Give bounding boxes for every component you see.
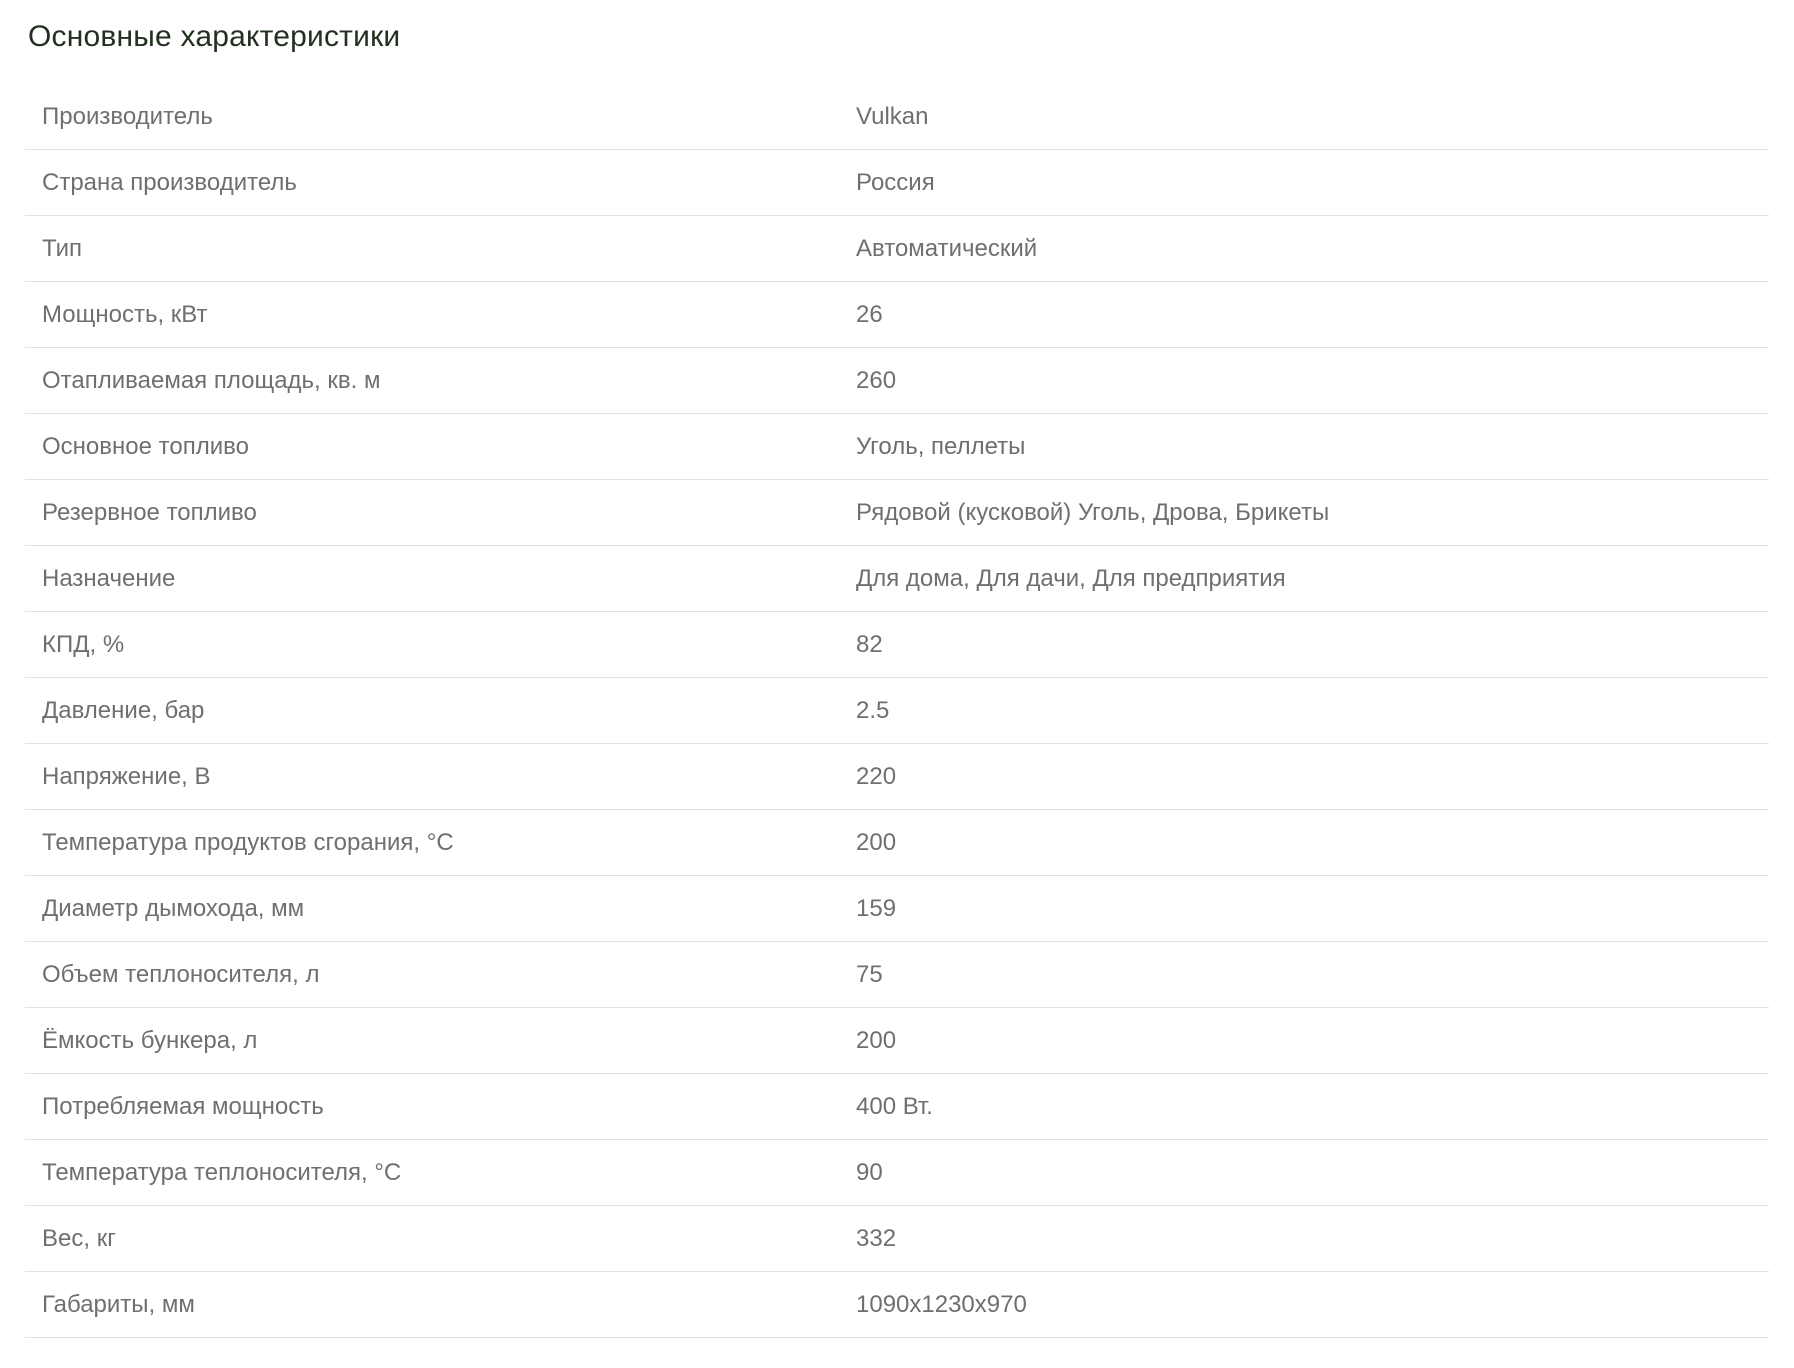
spec-value: 332 — [856, 1224, 897, 1252]
table-row — [25, 942, 1769, 1008]
spec-value: 159 — [856, 894, 897, 922]
spec-value: 2.5 — [856, 696, 890, 724]
spec-value: 75 — [856, 960, 883, 988]
spec-label: Температура продуктов сгорания, °С — [42, 828, 454, 856]
table-row — [25, 810, 1769, 876]
spec-value: 1090х1230х970 — [856, 1290, 1027, 1318]
table-row — [25, 216, 1769, 282]
spec-label: Напряжение, В — [42, 762, 211, 790]
table-row — [25, 678, 1769, 744]
table-row — [25, 1206, 1769, 1272]
spec-value: Автоматический — [856, 234, 1038, 262]
spec-value: 260 — [856, 366, 897, 394]
spec-label: Диаметр дымохода, мм — [42, 894, 305, 922]
table-row — [25, 546, 1769, 612]
spec-value: 220 — [856, 762, 897, 790]
page-title: Основные характеристики — [28, 20, 401, 53]
spec-value: Уголь, пеллеты — [856, 432, 1026, 460]
spec-label: КПД, % — [42, 630, 125, 658]
spec-label: Производитель — [42, 102, 213, 130]
spec-label: Габариты, мм — [42, 1290, 195, 1318]
table-row — [25, 744, 1769, 810]
table-row — [25, 1074, 1769, 1140]
table-row — [25, 480, 1769, 546]
spec-value: Vulkan — [856, 102, 929, 130]
spec-label: Давление, бар — [42, 696, 205, 724]
table-row — [25, 348, 1769, 414]
spec-value: 82 — [856, 630, 883, 658]
spec-value: Россия — [856, 168, 935, 196]
spec-value: 90 — [856, 1158, 883, 1186]
specs-table — [25, 84, 1769, 1338]
table-row — [25, 1008, 1769, 1074]
spec-label: Резервное топливо — [42, 498, 257, 526]
spec-label: Ёмкость бункера, л — [42, 1026, 258, 1054]
table-row — [25, 1140, 1769, 1206]
spec-label: Основное топливо — [42, 432, 249, 460]
table-row — [25, 1272, 1769, 1338]
spec-label: Вес, кг — [42, 1224, 116, 1252]
spec-label: Температура теплоносителя, °С — [42, 1158, 402, 1186]
spec-value: Рядовой (кусковой) Уголь, Дрова, Брикеты — [856, 498, 1330, 526]
spec-value: 200 — [856, 1026, 897, 1054]
spec-label: Страна производитель — [42, 168, 297, 196]
spec-label: Потребляемая мощность — [42, 1092, 324, 1120]
table-row — [25, 84, 1769, 150]
spec-value: 400 Вт. — [856, 1092, 933, 1120]
spec-value: Для дома, Для дачи, Для предприятия — [856, 564, 1286, 592]
table-row — [25, 612, 1769, 678]
table-row — [25, 414, 1769, 480]
spec-value: 200 — [856, 828, 897, 856]
spec-label: Отапливаемая площадь, кв. м — [42, 366, 381, 394]
table-row — [25, 150, 1769, 216]
spec-label: Объем теплоносителя, л — [42, 960, 320, 988]
spec-label: Тип — [42, 234, 83, 262]
table-row — [25, 282, 1769, 348]
spec-label: Назначение — [42, 564, 176, 592]
spec-value: 26 — [856, 300, 883, 328]
spec-label: Мощность, кВт — [42, 300, 208, 328]
table-row — [25, 876, 1769, 942]
